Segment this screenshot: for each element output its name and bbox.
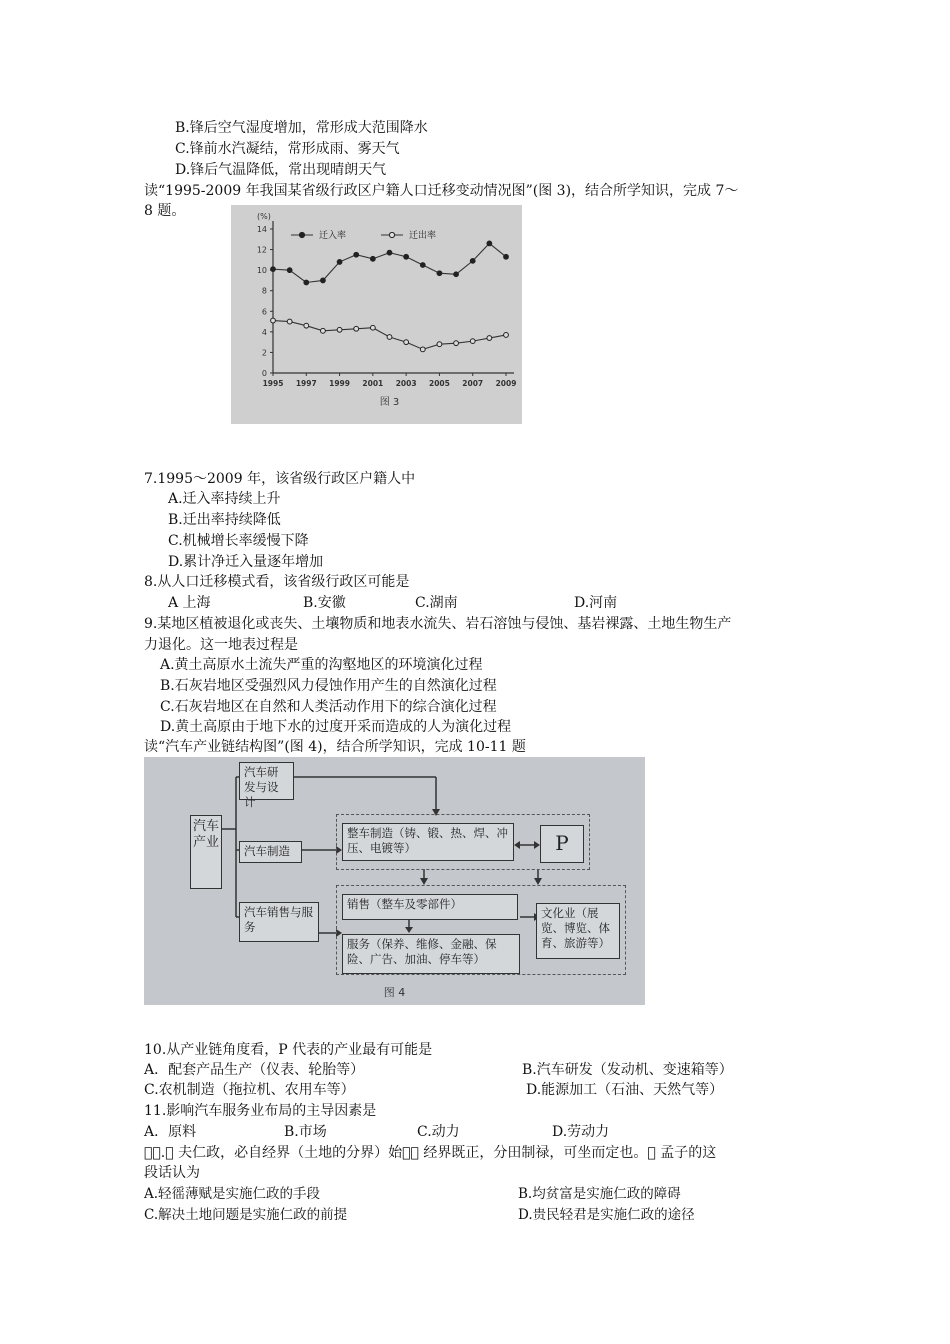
- diagram-sales-service-box: 汽车销售与服务: [239, 902, 319, 942]
- data-point: [271, 318, 276, 323]
- legend-label-2: 迁出率: [409, 231, 437, 241]
- data-point: [487, 241, 492, 246]
- figure4-diagram: [144, 757, 645, 1005]
- data-point: [404, 254, 409, 259]
- data-point: [454, 272, 459, 277]
- data-point: [504, 333, 509, 338]
- data-point: [354, 326, 359, 331]
- figure3-caption: 图 3: [379, 397, 400, 408]
- q10-option-c: C.农机制造（拖拉机、农用车等）: [144, 1082, 355, 1098]
- figure3-intro-cont: 8 题。: [144, 203, 186, 219]
- diagram-retail-box: 销售（整车及零部件）: [342, 894, 518, 920]
- q6-option-b: B.锋后空气湿度增加，常形成大范围降水: [175, 120, 428, 136]
- q10-option-d: D.能源加工（石油、天然气等）: [526, 1082, 724, 1098]
- q7-option-c: C.机械增长率缓慢下降: [168, 533, 309, 549]
- q8-option-d: D.河南: [574, 595, 618, 611]
- data-point: [420, 347, 425, 352]
- x-tick-label: 2005: [428, 379, 450, 388]
- data-point: [470, 258, 475, 263]
- data-point: [354, 252, 359, 257]
- data-point: [404, 340, 409, 345]
- q9-option-d: D.黄土高原由于地下水的过度开采而造成的人为演化过程: [160, 719, 512, 735]
- y-tick-label: 14: [256, 225, 267, 234]
- x-tick-label: 2007: [462, 379, 484, 388]
- y-tick-label: 8: [261, 286, 267, 296]
- x-tick-label: 2009: [495, 379, 517, 388]
- data-point: [370, 256, 375, 261]
- figure4-intro: 读“汽车产业链结构图”(图 4)，结合所学知识，完成 10-11 题: [144, 739, 526, 755]
- legend-marker: [299, 232, 304, 237]
- y-tick-label: 10: [256, 266, 267, 276]
- q12-option-b: B.均贫富是实施仁政的障碍: [518, 1186, 681, 1202]
- q10-option-a: A．配套产品生产（仪表、轮胎等）: [144, 1062, 365, 1078]
- q10-stem: 10.从产业链角度看，P 代表的产业最有可能是: [144, 1042, 433, 1058]
- q12-option-c: C.解决土地问题是实施仁政的前提: [144, 1207, 348, 1223]
- diagram-rd-box: 汽车研发与设计: [239, 762, 294, 800]
- data-point: [287, 319, 292, 324]
- q11-option-a: A．原料: [144, 1124, 197, 1140]
- q8-option-b: B.安徽: [303, 595, 346, 611]
- data-point: [487, 336, 492, 341]
- q9-stem-cont: 力退化。这一地表过程是: [144, 637, 298, 653]
- q9-stem: 9.某地区植被退化或丧失、土壤物质和地表水流失、岩石溶蚀与侵蚀、基岩裸露、土地生物生产: [144, 616, 732, 632]
- data-point: [454, 341, 459, 346]
- data-point: [321, 278, 326, 283]
- y-tick-label: 12: [256, 245, 267, 255]
- q11-stem: 11.影响汽车服务业布局的主导因素是: [144, 1103, 377, 1119]
- data-point: [420, 263, 425, 268]
- data-point: [304, 323, 309, 328]
- data-point: [387, 335, 392, 340]
- q12-stem-cont: 段话认为: [144, 1165, 200, 1181]
- data-point: [337, 327, 342, 332]
- data-point: [504, 254, 509, 259]
- q6-option-c: C.锋前水汽凝结，常形成雨、雾天气: [175, 141, 400, 157]
- q9-option-b: B.石灰岩地区受强烈风力侵蚀作用产生的自然演化过程: [160, 678, 497, 694]
- legend-label-1: 迁入率: [319, 231, 347, 241]
- diagram-manufacturing-box: 汽车制造: [239, 841, 302, 863]
- x-tick-label: 2001: [362, 379, 384, 388]
- data-point: [470, 339, 475, 344]
- figure3-svg: [231, 205, 522, 424]
- figure3-intro: 读“1995-2009 年我国某省级行政区户籍人口迁移变动情况图”(图 3)，结合所学知识，完成 7～: [144, 183, 739, 199]
- diagram-culture-box: 文化业（展览、博览、体育、旅游等）: [536, 903, 620, 959]
- q6-option-d: D.锋后气温降低，常出现晴朗天气: [175, 162, 387, 178]
- diagram-service-box: 服务（保养、维修、金融、保险、广告、加油、停车等）: [342, 934, 520, 974]
- legend-marker: [389, 232, 394, 237]
- y-tick-label: 4: [261, 327, 267, 337]
- x-tick-label: 1995: [262, 379, 284, 388]
- q8-option-c: C.湖南: [415, 595, 458, 611]
- q9-option-c: C.石灰岩地区在自然和人类活动作用下的综合演化过程: [160, 699, 497, 715]
- data-point: [437, 342, 442, 347]
- diagram-root-box: 汽车产业: [190, 815, 222, 889]
- y-tick-label: 6: [261, 307, 267, 317]
- q10-option-b: B.汽车研发（发动机、变速箱等）: [522, 1062, 733, 1078]
- q8-option-a: A 上海: [168, 595, 211, 611]
- x-tick-label: 1999: [329, 379, 351, 388]
- q7-option-b: B.迁出率持续降低: [168, 512, 281, 528]
- data-point: [337, 260, 342, 265]
- q12-stem:   .  夫仁政，必自经界（土地的分界）始   经界既正，分田制禄，可坐而定也。  孟子的这: [144, 1145, 717, 1161]
- q7-option-a: A.迁入率持续上升: [168, 491, 281, 507]
- data-point: [271, 267, 276, 272]
- q8-stem: 8.从人口迁移模式看，该省级行政区可能是: [144, 574, 410, 590]
- x-tick-label: 2003: [395, 379, 417, 388]
- data-point: [370, 325, 375, 330]
- y-axis-unit: (%): [257, 212, 271, 221]
- data-point: [387, 250, 392, 255]
- q11-option-d: D.劳动力: [552, 1124, 610, 1140]
- figure4-caption: 图 4: [383, 986, 406, 999]
- q9-option-a: A.黄土高原水土流失严重的沟壑地区的环境演化过程: [160, 657, 483, 673]
- data-point: [287, 268, 292, 273]
- data-point: [321, 328, 326, 333]
- q7-option-d: D.累计净迁入量逐年增加: [168, 554, 324, 570]
- q7-stem: 7.1995～2009 年，该省级行政区户籍人中: [144, 471, 416, 487]
- data-point: [437, 271, 442, 276]
- q11-option-b: B.市场: [284, 1124, 327, 1140]
- diagram-assembly-box: 整车制造（铸、锻、热、焊、冲压、电镀等）: [342, 823, 514, 861]
- x-tick-label: 1997: [295, 379, 317, 388]
- y-tick-label: 0: [261, 369, 267, 378]
- y-tick-label: 2: [261, 348, 267, 358]
- data-point: [304, 280, 309, 285]
- figure3-chart: [231, 205, 522, 424]
- q11-option-c: C.动力: [417, 1124, 460, 1140]
- q12-option-d: D.贵民轻君是实施仁政的途径: [518, 1207, 695, 1223]
- diagram-p-box: P: [540, 825, 584, 863]
- q12-option-a: A.轻徭薄赋是实施仁政的手段: [144, 1186, 321, 1202]
